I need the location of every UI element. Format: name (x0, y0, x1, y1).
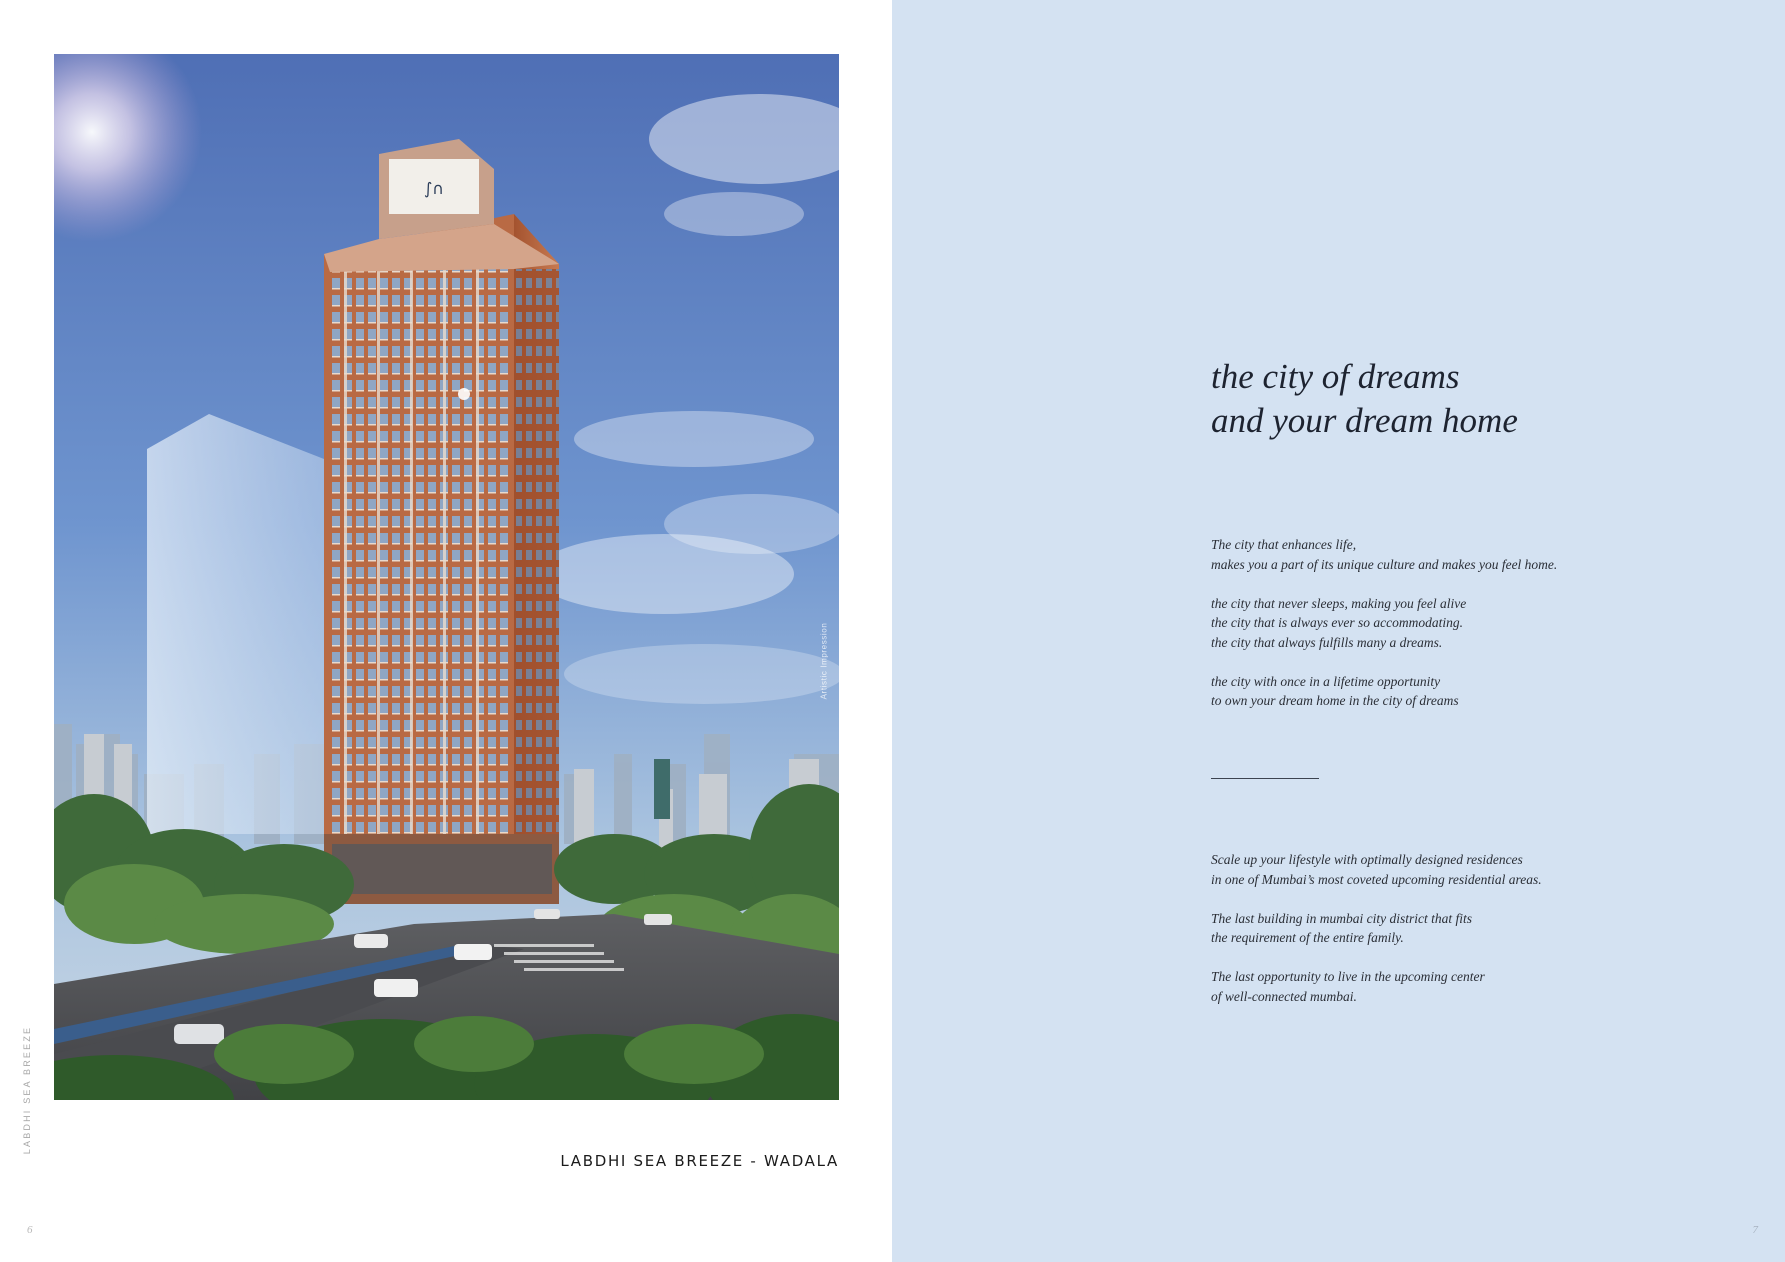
text-line: in one of Mumbai’s most coveted upcoming residential areas. (1211, 871, 1542, 887)
text-line: the requirement of the entire family. (1211, 930, 1404, 945)
left-page (0, 0, 892, 1262)
text-line: makes you a part of its unique culture and makes you feel home. (1211, 556, 1558, 572)
tower-rendering-image (54, 54, 839, 1100)
text-line: The last opportunity to live in the upcoming center (1211, 969, 1485, 984)
heading-line-1: the city of dreams (1211, 357, 1460, 396)
text-line: of well-connected mumbai. (1211, 988, 1357, 1004)
text-line: the city with once in a lifetime opportunity (1211, 673, 1441, 689)
intro-paragraph (1211, 594, 1731, 653)
artistic-impression-note (818, 612, 830, 710)
text-line: the city that never sleeps, making you feel alive (1211, 595, 1467, 611)
text-line: the city that always fulfills many a dreams. (1211, 634, 1443, 650)
highlights-text-block (1211, 850, 1731, 1026)
intro-text-block (1211, 535, 1731, 730)
highlight-paragraph (1211, 909, 1731, 948)
page-heading (1211, 355, 1711, 443)
right-page (892, 0, 1785, 1262)
vertical-project-label-text: LABDHI SEA BREEZE (22, 1025, 32, 1155)
text-line: the city that is always ever so accommodating. (1211, 615, 1463, 630)
highlight-paragraph (1211, 967, 1731, 1006)
text-line: Scale up your lifestyle with optimally designed residences (1211, 852, 1523, 867)
text-line: The city that enhances life, (1211, 537, 1357, 552)
project-caption: LABDHI SEA BREEZE - WADALA (560, 1152, 839, 1170)
heading-line-2: and your dream home (1211, 401, 1518, 440)
svg-text:∫∩: ∫∩ (423, 179, 445, 198)
intro-paragraph (1211, 672, 1731, 711)
artistic-impression-text: Artistic Impression (819, 622, 829, 700)
vertical-project-label (18, 1025, 38, 1158)
text-line: to own your dream home in the city of dreams (1211, 693, 1459, 708)
page-number-right: 7 (1752, 1224, 1758, 1236)
intro-paragraph (1211, 535, 1731, 574)
section-divider (1211, 778, 1319, 779)
text-line: The last building in mumbai city district that fits (1211, 910, 1473, 926)
highlight-paragraph (1211, 850, 1731, 889)
page-number-left: 6 (27, 1224, 33, 1236)
